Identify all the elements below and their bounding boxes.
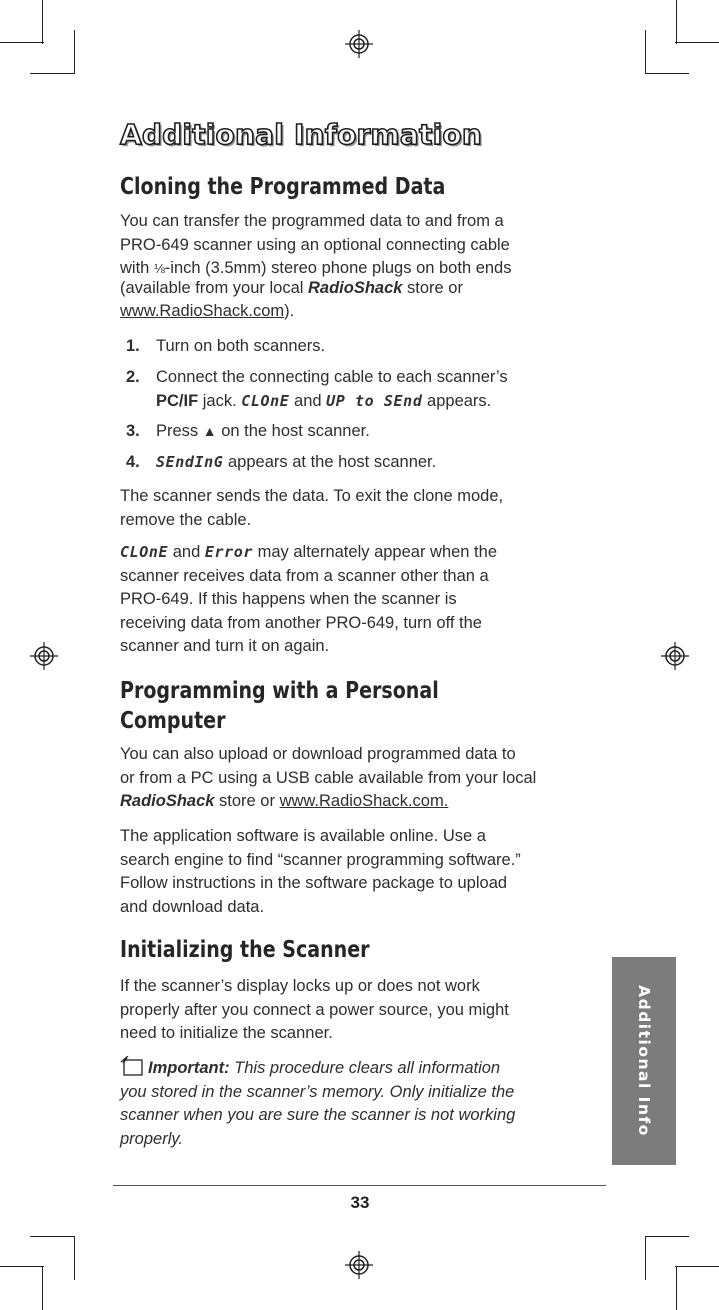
lcd-text: SEndInG <box>156 453 224 471</box>
lcd-text: UP to SEnd <box>326 391 423 410</box>
important-note: Important: This procedure clears all information you stored in the scanner’s memory. Only initialize the scanner when you are sure the scanner is not working properly. <box>120 1056 590 1151</box>
brand-radioshack: RadioShack <box>120 792 215 810</box>
side-tab <box>612 957 676 1165</box>
registration-mark-icon <box>345 1251 373 1279</box>
page-number: 33 <box>350 1193 370 1212</box>
important-note-icon <box>120 1056 148 1076</box>
brand-radioshack: RadioShack <box>308 278 403 297</box>
lcd-text: Error <box>204 543 254 561</box>
crop-mark <box>30 1236 74 1237</box>
lcd-text: CLOnE <box>241 391 290 410</box>
up-arrow-icon: ▲ <box>202 423 217 439</box>
radioshack-link[interactable]: www.RadioShack.com. <box>279 792 449 810</box>
section-heading-pc: Programming with a Personal Computer <box>120 678 439 734</box>
crop-mark <box>30 73 74 74</box>
crop-mark <box>74 30 75 74</box>
cloning-note: CLOnE and Error may alternately appear when the scanner receives data from a scanner other than a PRO-649. If this happens when the scanner is receiving data from another PRO-649, turn off the scanner and turn it on again. <box>120 543 497 655</box>
crop-mark <box>676 0 677 44</box>
side-tab-label: Additional Info <box>635 985 653 1137</box>
cloning-intro: You can transfer the programmed data to and from a PRO-649 scanner using an optional connecting cable with ⅛-inch (3.5mm) stereo phone plugs on both ends (available from your local RadioShack store or www.RadioShack.com). <box>120 212 512 320</box>
crop-mark <box>675 1266 719 1267</box>
crop-mark <box>42 0 43 44</box>
cloning-after: The scanner sends the data. To exit the clone mode, remove the cable. <box>120 487 504 529</box>
crop-mark <box>42 1266 43 1310</box>
crop-mark <box>0 42 44 43</box>
crop-mark <box>74 1236 75 1280</box>
page-title: Additional Information <box>120 118 482 151</box>
pc-paragraph-2: The application software is available online. Use a search engine to find “scanner programming software.” Follow instructions in the software package to upload and download data. <box>120 827 521 916</box>
pc-paragraph-1: You can also upload or download programmed data to or from a PC using a USB cable available from your local RadioShack store or www.RadioShack.com. <box>120 745 537 810</box>
radioshack-link[interactable]: www.RadioShack.com <box>120 302 285 320</box>
footer-rule <box>113 1185 606 1186</box>
init-paragraph: If the scanner’s display locks up or does not work properly after you connect a power source, you might need to initialize the scanner. <box>120 977 509 1042</box>
crop-mark <box>645 1236 646 1280</box>
registration-mark-icon <box>661 642 689 670</box>
crop-mark <box>645 1236 689 1237</box>
crop-mark <box>676 1266 677 1310</box>
section-heading-cloning: Cloning the Programmed Data <box>120 174 446 200</box>
crop-mark <box>645 73 689 74</box>
section-heading-init: Initializing the Scanner <box>120 937 370 963</box>
crop-mark <box>645 30 646 74</box>
crop-mark <box>675 42 719 43</box>
list-item: 2. Connect the connecting cable to each scanner’s PC/IF jack. CLOnE and UP to SEnd appears. <box>126 368 508 410</box>
crop-mark <box>0 1266 44 1267</box>
registration-mark-icon <box>30 642 58 670</box>
registration-mark-icon <box>345 30 373 58</box>
lcd-text: CLOnE <box>120 543 169 561</box>
